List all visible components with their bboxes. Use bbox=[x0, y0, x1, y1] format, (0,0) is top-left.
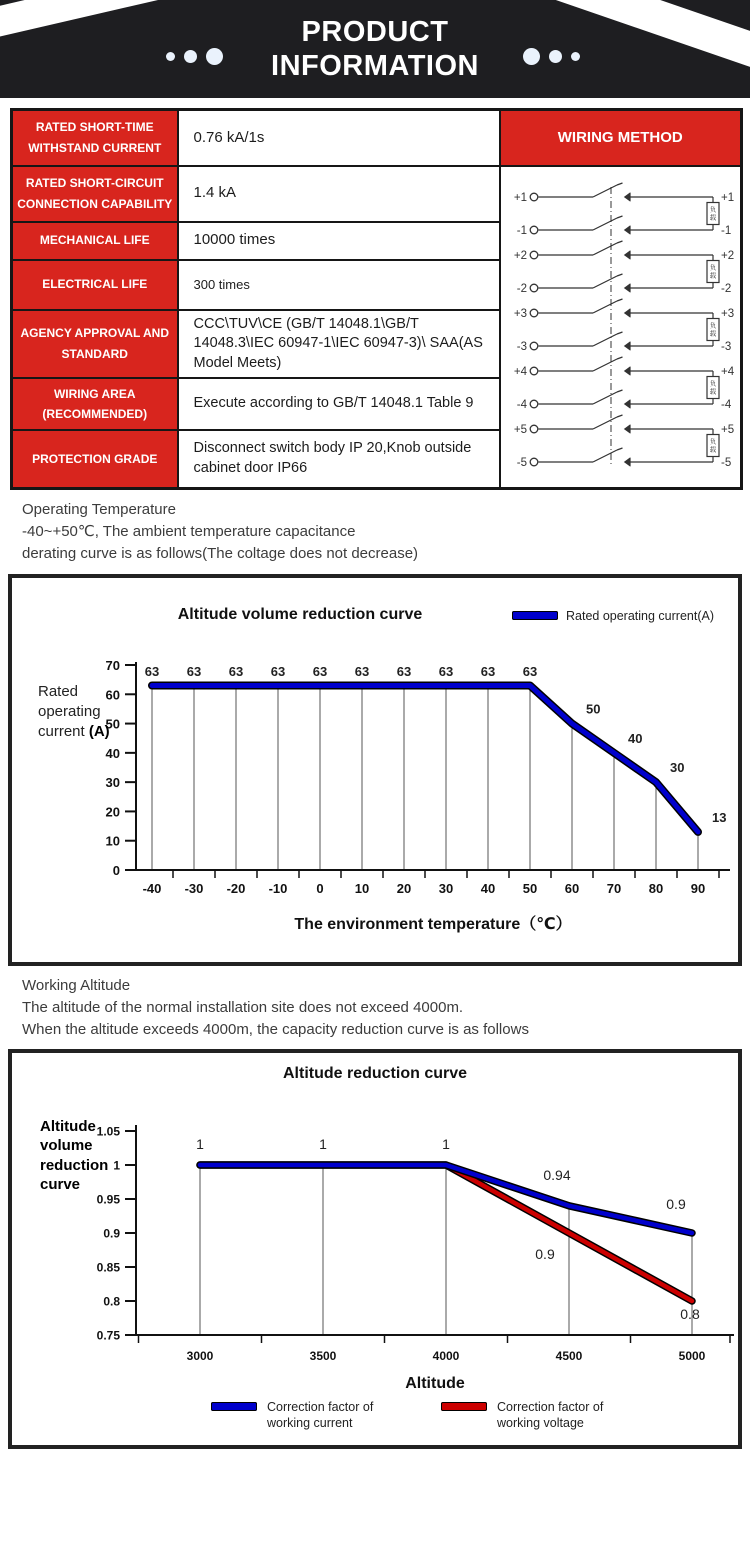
wiring-group bbox=[514, 415, 734, 469]
wiring-method-header: WIRING METHOD bbox=[500, 110, 742, 166]
svg-text:70: 70 bbox=[606, 880, 622, 896]
spec-value: Execute according to GB/T 14048.1 Table 9 bbox=[178, 378, 500, 430]
svg-text:40: 40 bbox=[480, 880, 496, 896]
svg-text:0.9: 0.9 bbox=[103, 1226, 120, 1241]
operating-temperature-line2: derating curve is as follows(The coltage does not decrease) bbox=[22, 544, 419, 562]
svg-text:载: 载 bbox=[710, 388, 717, 396]
svg-text:+2: +2 bbox=[514, 250, 528, 263]
svg-text:63: 63 bbox=[438, 663, 454, 679]
svg-text:3500: 3500 bbox=[309, 1348, 337, 1363]
svg-text:40: 40 bbox=[105, 745, 120, 761]
dot-icon bbox=[166, 52, 175, 61]
svg-text:80: 80 bbox=[648, 880, 664, 896]
svg-text:30: 30 bbox=[105, 774, 120, 790]
chart1-y-axis-label: Rated operating current (A) bbox=[38, 682, 110, 741]
svg-text:负: 负 bbox=[710, 322, 717, 330]
svg-text:63: 63 bbox=[354, 663, 370, 679]
svg-text:4000: 4000 bbox=[432, 1348, 460, 1363]
svg-text:1: 1 bbox=[196, 1135, 204, 1152]
chart1-title: Altitude volume reduction curve bbox=[177, 605, 423, 623]
svg-text:70: 70 bbox=[105, 657, 120, 673]
spec-value: 300 times bbox=[178, 260, 500, 310]
svg-text:-20: -20 bbox=[226, 880, 246, 896]
svg-text:+4: +4 bbox=[721, 366, 735, 379]
spec-label: RATED SHORT-TIME WITHSTAND CURRENT bbox=[12, 110, 178, 166]
working-altitude-line2: When the altitude exceeds 4000m, the capacity reduction curve is as follows bbox=[22, 1020, 529, 1038]
spec-table bbox=[10, 108, 743, 490]
legend-item-working-current: Correction factor of working current bbox=[211, 1399, 379, 1432]
dot-icon bbox=[184, 50, 197, 63]
svg-text:20: 20 bbox=[396, 880, 412, 896]
svg-text:载: 载 bbox=[710, 330, 717, 338]
spec-row bbox=[12, 166, 742, 222]
banner-dots-right bbox=[523, 48, 580, 65]
operating-temperature-title: Operating Temperature bbox=[22, 500, 176, 518]
svg-text:30: 30 bbox=[438, 880, 454, 896]
page-title-line2: INFORMATION bbox=[271, 50, 479, 83]
svg-text:+3: +3 bbox=[721, 308, 735, 321]
svg-text:63: 63 bbox=[312, 663, 328, 679]
spec-label: RATED SHORT-CIRCUIT CONNECTION CAPABILITY bbox=[12, 166, 178, 222]
svg-text:负: 负 bbox=[710, 264, 717, 272]
dot-icon bbox=[549, 50, 562, 63]
spec-value: Disconnect switch body IP 20,Knob outside cabinet door IP66 bbox=[178, 430, 500, 488]
svg-text:-30: -30 bbox=[184, 880, 204, 896]
svg-text:-4: -4 bbox=[517, 399, 528, 412]
svg-text:负: 负 bbox=[710, 206, 717, 214]
operating-temperature-text bbox=[22, 499, 730, 565]
chart1-plot bbox=[12, 630, 738, 950]
svg-text:0: 0 bbox=[112, 862, 120, 878]
banner-dots-left bbox=[166, 48, 223, 65]
svg-text:63: 63 bbox=[522, 663, 538, 679]
svg-text:5000: 5000 bbox=[678, 1348, 706, 1363]
svg-text:0.85: 0.85 bbox=[96, 1260, 120, 1275]
wiring-diagram-svg bbox=[501, 175, 739, 473]
spec-value: 1.4 kA bbox=[178, 166, 500, 222]
svg-text:63: 63 bbox=[228, 663, 244, 679]
chart2-legend bbox=[12, 1399, 738, 1432]
spec-value: 0.76 kA/1s bbox=[178, 110, 500, 166]
svg-text:-3: -3 bbox=[721, 341, 732, 354]
chart2-y-axis-label: Altitude volume reduction curve bbox=[40, 1117, 109, 1194]
spec-label: WIRING AREA (RECOMMENDED) bbox=[12, 378, 178, 430]
svg-text:0.75: 0.75 bbox=[96, 1328, 120, 1343]
svg-text:50: 50 bbox=[105, 716, 120, 732]
svg-text:-2: -2 bbox=[721, 283, 732, 296]
page-title-line1: PRODUCT bbox=[301, 16, 449, 48]
dot-icon bbox=[206, 48, 223, 65]
working-altitude-title: Working Altitude bbox=[22, 976, 131, 994]
spec-label: ELECTRICAL LIFE bbox=[12, 260, 178, 310]
svg-text:30: 30 bbox=[670, 759, 685, 775]
svg-text:负: 负 bbox=[710, 438, 717, 446]
svg-text:+3: +3 bbox=[514, 308, 528, 321]
svg-text:4500: 4500 bbox=[555, 1348, 583, 1363]
svg-text:63: 63 bbox=[396, 663, 412, 679]
legend-line-icon bbox=[512, 611, 558, 620]
svg-text:+1: +1 bbox=[514, 192, 528, 205]
svg-text:0: 0 bbox=[316, 880, 324, 896]
svg-text:0.94: 0.94 bbox=[543, 1166, 571, 1183]
svg-text:-5: -5 bbox=[721, 457, 732, 470]
svg-text:1: 1 bbox=[319, 1135, 327, 1152]
svg-text:0.9: 0.9 bbox=[535, 1245, 555, 1262]
svg-text:+2: +2 bbox=[721, 250, 735, 263]
legend-line-icon bbox=[441, 1402, 487, 1411]
spec-row bbox=[12, 110, 742, 166]
svg-text:+1: +1 bbox=[721, 192, 735, 205]
operating-temperature-line1: -40~+50℃, The ambient temperature capacitance bbox=[22, 522, 356, 540]
chart2-title: Altitude reduction curve bbox=[282, 1064, 468, 1082]
svg-text:63: 63 bbox=[480, 663, 496, 679]
svg-text:40: 40 bbox=[628, 730, 643, 746]
svg-text:63: 63 bbox=[186, 663, 202, 679]
spec-label: PROTECTION GRADE bbox=[12, 430, 178, 488]
spec-value: 10000 times bbox=[178, 222, 500, 260]
svg-text:50: 50 bbox=[586, 701, 601, 717]
svg-text:-40: -40 bbox=[142, 880, 162, 896]
svg-text:-1: -1 bbox=[721, 225, 732, 238]
wiring-group bbox=[514, 183, 734, 237]
altitude-reduction-chart bbox=[8, 1049, 742, 1449]
svg-text:1.05: 1.05 bbox=[96, 1124, 120, 1139]
working-altitude-line1: The altitude of the normal installation site does not exceed 4000m. bbox=[22, 998, 464, 1016]
chart2-x-axis-label: Altitude bbox=[405, 1374, 465, 1392]
wiring-group bbox=[514, 299, 734, 353]
legend-line-icon bbox=[211, 1402, 257, 1411]
wiring-group bbox=[514, 241, 734, 295]
svg-text:+4: +4 bbox=[514, 366, 528, 379]
svg-text:-2: -2 bbox=[517, 283, 528, 296]
svg-text:90: 90 bbox=[690, 880, 706, 896]
svg-text:20: 20 bbox=[105, 804, 120, 820]
svg-text:载: 载 bbox=[710, 214, 717, 222]
svg-text:0.95: 0.95 bbox=[96, 1192, 120, 1207]
svg-text:-5: -5 bbox=[517, 457, 528, 470]
product-information-banner bbox=[0, 0, 750, 98]
svg-text:63: 63 bbox=[144, 663, 160, 679]
chart2-plot bbox=[12, 1083, 738, 1395]
svg-text:1: 1 bbox=[113, 1158, 120, 1173]
wiring-group bbox=[514, 357, 735, 411]
svg-text:50: 50 bbox=[522, 880, 538, 896]
svg-text:-4: -4 bbox=[721, 399, 732, 412]
svg-text:13: 13 bbox=[712, 809, 727, 825]
dot-icon bbox=[571, 52, 580, 61]
svg-text:10: 10 bbox=[354, 880, 370, 896]
svg-text:负: 负 bbox=[710, 380, 717, 388]
svg-text:0.8: 0.8 bbox=[680, 1305, 700, 1322]
chart1-legend bbox=[512, 609, 714, 623]
svg-text:0.9: 0.9 bbox=[666, 1195, 686, 1212]
svg-text:-1: -1 bbox=[517, 225, 528, 238]
svg-text:-3: -3 bbox=[517, 341, 528, 354]
altitude-volume-reduction-chart bbox=[8, 574, 742, 966]
svg-text:载: 载 bbox=[710, 272, 717, 280]
chart1-legend-label: Rated operating current(A) bbox=[566, 608, 714, 623]
svg-text:10: 10 bbox=[105, 833, 120, 849]
svg-text:60: 60 bbox=[105, 686, 120, 702]
wiring-diagram bbox=[500, 166, 742, 489]
spec-label: MECHANICAL LIFE bbox=[12, 222, 178, 260]
dot-icon bbox=[523, 48, 540, 65]
svg-text:载: 载 bbox=[710, 446, 717, 454]
chart1-x-axis-label: The environment temperature（℃） bbox=[294, 915, 572, 933]
legend-item-working-voltage: Correction factor of working voltage bbox=[441, 1399, 609, 1432]
svg-text:+5: +5 bbox=[514, 424, 528, 437]
spec-value: CCC\TUV\CE (GB/T 14048.1\GB/T 14048.3\IEC 60947-1\IEC 60947-3)\ SAA(AS Model Meets) bbox=[178, 310, 500, 379]
spec-label: AGENCY APPROVAL AND STANDARD bbox=[12, 310, 178, 379]
working-altitude-text bbox=[22, 975, 730, 1041]
svg-text:1: 1 bbox=[442, 1135, 450, 1152]
svg-text:0.8: 0.8 bbox=[103, 1294, 120, 1309]
svg-text:3000: 3000 bbox=[186, 1348, 214, 1363]
svg-text:63: 63 bbox=[270, 663, 286, 679]
svg-text:-10: -10 bbox=[268, 880, 288, 896]
svg-text:60: 60 bbox=[564, 880, 580, 896]
svg-text:+5: +5 bbox=[721, 424, 735, 437]
